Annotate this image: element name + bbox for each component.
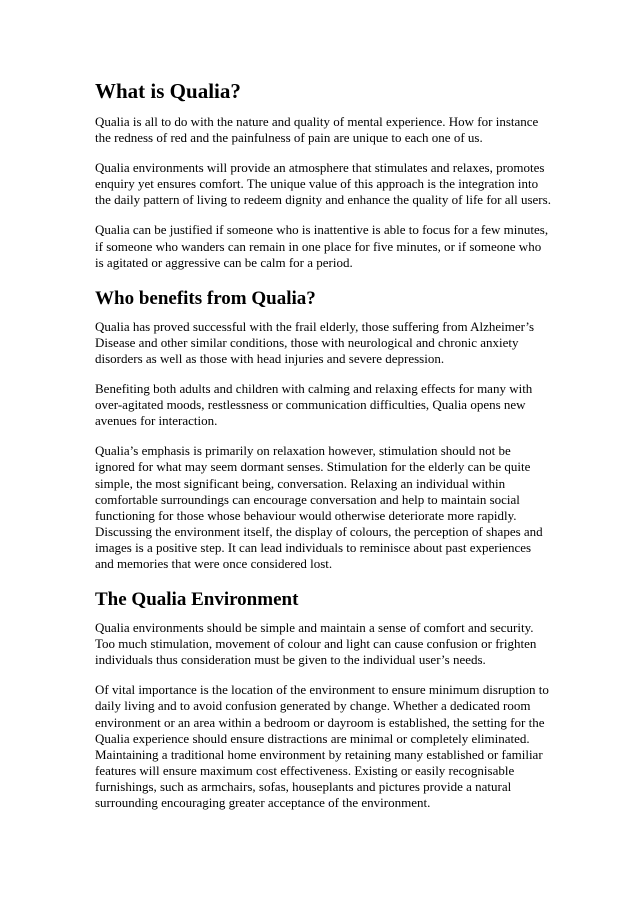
paragraph: Qualia can be justified if someone who is inattentive is able to focus for a few minutes, if someone who wanders can remain in one place for five minutes, or if someone who is agitated or aggressive can be calm for a period.	[95, 222, 549, 270]
paragraph: Qualia’s emphasis is primarily on relaxation however, stimulation should not be ignored for what may seem dormant senses. Stimulation for the elderly can be quite simple, the most significant being, conversation. Relaxing an individual within comfortable surroundings can encourage conversation and help to maintain social functioning for those whose behaviour would otherwise deteriorate more rapidly. Discussing the environment itself, the display of colours, the perception of shapes and images is a positive step. It can lead individuals to reminisce about past experiences and memories that were once considered lost.	[95, 443, 543, 571]
paragraph: Qualia environments will provide an atmosphere that stimulates and relaxes, promotes enquiry yet ensures comfort. The unique value of this approach is the integration into the daily pattern of living to redeem dignity and enhance the quality of life for all users.	[95, 160, 551, 208]
heading-what-is-qualia: What is Qualia?	[95, 79, 241, 103]
paragraph: Benefiting both adults and children with calming and relaxing effects for many with over-agitated moods, restlessness or communication difficulties, Qualia opens new avenues for interaction.	[95, 381, 533, 429]
paragraph: Qualia is all to do with the nature and quality of mental experience. How for instance the redness of red and the painfulness of pain are unique to each one of us.	[95, 114, 539, 146]
document-page	[95, 78, 551, 825]
section-what-is-qualia	[95, 78, 551, 271]
paragraph: Of vital importance is the location of the environment to ensure minimum disruption to daily living and to avoid confusion generated by change. Whether a dedicated room environment or an area within a bedroom or dayroom is established, the setting for the Qualia experience should ensure distractions are minimal or completely eliminated. Maintaining a traditional home environment by retaining many established or familiar features will ensure maximum cost effectiveness. Existing or easily recognisable furnishings, such as armchairs, sofas, houseplants and pictures provide a natural surrounding encouraging greater acceptance of the environment.	[95, 682, 549, 810]
section-who-benefits	[95, 287, 551, 572]
paragraph: Qualia environments should be simple and maintain a sense of comfort and security. Too much stimulation, movement of colour and light can cause confusion or frighten individuals thus consideration must be given to the individual user’s needs.	[95, 620, 537, 668]
heading-who-benefits: Who benefits from Qualia?	[95, 287, 316, 309]
heading-qualia-environment: The Qualia Environment	[95, 589, 299, 611]
paragraph: Qualia has proved successful with the frail elderly, those suffering from Alzheimer’s Disease and other similar conditions, those with neurological and chronic anxiety disorders as well as those with head injuries and severe depression.	[95, 318, 535, 366]
section-qualia-environment	[95, 588, 551, 811]
